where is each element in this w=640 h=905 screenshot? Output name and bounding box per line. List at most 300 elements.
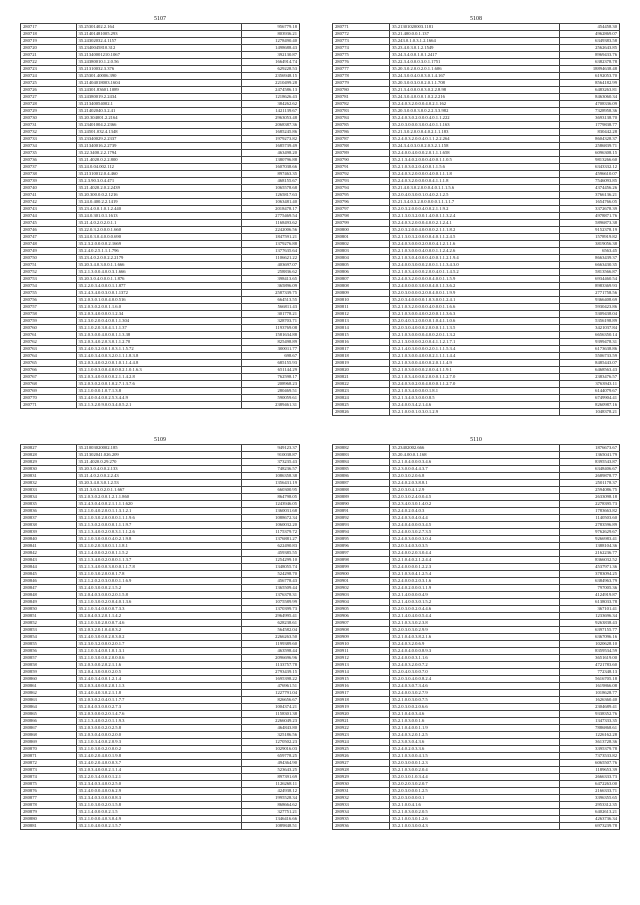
id-cell: 280734 <box>21 143 77 150</box>
id-cell: 280821 <box>333 374 390 381</box>
table-row <box>21 543 300 550</box>
value-cell: 327751.21 <box>241 809 299 816</box>
id-cell: 280920 <box>333 711 390 718</box>
value-cell: 5309438.04 <box>560 311 620 318</box>
value-cell: 9338352.76 <box>560 711 620 718</box>
table-row <box>21 101 300 108</box>
table-row <box>21 122 300 129</box>
id-cell: 280892 <box>333 515 390 522</box>
id-cell: 280912 <box>333 655 390 662</box>
coordinate-cell: 35.2.1.0.4.0.0.1.1.9 <box>390 725 560 732</box>
coordinate-cell: 35.2.0.3.0.0.0.0.2.0.0.4.0.0.1.1.9.9 <box>390 290 560 297</box>
id-cell: 280935 <box>333 816 390 823</box>
value-cell: 3766136.21 <box>560 192 620 199</box>
table-row <box>333 585 620 592</box>
id-cell: 280881 <box>21 823 77 830</box>
value-cell: 3613728.36 <box>560 739 620 746</box>
value-cell: 6749904.41 <box>560 395 620 402</box>
value-cell: 18894638.48 <box>560 66 620 73</box>
coordinate-cell: 35.2.0.3.4.0.0.2.0.0.1.0.1.1.4.4.8 <box>76 360 241 367</box>
table-row <box>21 515 300 522</box>
value-cell: 3372678.39 <box>560 206 620 213</box>
table-row <box>21 641 300 648</box>
id-cell: 280761 <box>21 332 77 339</box>
coordinate-cell: 35.2.1.0.3.4.0.0.0.0.1.8.1 <box>390 388 560 395</box>
value-cell: 1365509.44 <box>241 585 299 592</box>
id-cell: 280757 <box>21 304 77 311</box>
value-cell: 373235.43 <box>241 459 299 466</box>
id-cell: 280895 <box>333 536 390 543</box>
table-row <box>333 409 620 416</box>
table-row <box>333 753 620 760</box>
coordinate-cell: 35.2.0.3.0.4.0.0.0.2.0.0.0.1.1.1.3.5 <box>390 325 560 332</box>
coordinate-cell: 35.2.1.3.4.0.3.0.0.0.8.5 <box>390 395 560 402</box>
value-cell: 825498.89 <box>241 339 299 346</box>
coordinate-cell: 35.2340045810.312 <box>76 45 241 52</box>
coordinate-cell: 35.2.4.0.3.2.0.0.0.0.0.4.0.0.1.1.5.9 <box>390 276 560 283</box>
coordinate-cell: 35.2.4.3.0.4.0.0.2.1.1.1.1.620 <box>76 501 241 508</box>
id-cell: 280777 <box>333 66 390 73</box>
coordinate-cell: 35.20.3.4.0.3.0.0.1.1.666 <box>76 262 241 269</box>
id-cell: 280818 <box>333 353 390 360</box>
value-cell: 2775469.54 <box>241 213 299 220</box>
value-cell: 868664.62 <box>241 802 299 809</box>
table-row <box>21 31 300 38</box>
id-cell: 280929 <box>333 774 390 781</box>
value-cell: 1168493.62 <box>241 220 299 227</box>
id-cell: 280908 <box>333 627 390 634</box>
table-row <box>333 781 620 788</box>
value-cell: 6563.45 <box>560 248 620 255</box>
value-cell: 9813266.60 <box>560 157 620 164</box>
value-cell: 826656.67 <box>241 697 299 704</box>
id-cell: 280786 <box>333 129 390 136</box>
id-cell: 280884 <box>333 459 390 466</box>
table-row <box>333 206 620 213</box>
value-cell: 3819056.38 <box>560 241 620 248</box>
value-cell: 1421139.67 <box>241 108 299 115</box>
coordinate-cell: 35.21340054002.1 <box>76 101 241 108</box>
id-cell: 280845 <box>21 571 77 578</box>
coordinate-cell: 35.25301402.2.164 <box>76 24 241 31</box>
id-cell: 280794 <box>333 185 390 192</box>
coordinate-cell: 35.2.1.0.3.4.0.0.0.2.0.0.4.0.1.1.4.5.2 <box>390 269 560 276</box>
coordinate-cell: 35.2.4.0.3.2.0.0.7.2 <box>390 662 560 669</box>
id-cell: 280883 <box>333 452 390 459</box>
table-row <box>333 508 620 515</box>
coordinate-cell: 35.21.4020.2.0.2.2439 <box>76 185 241 192</box>
coordinate-cell: 35.23.4.0.0.1.0.1.2.440 <box>76 206 241 213</box>
value-cell: 6349383.58 <box>560 38 620 45</box>
coordinate-cell: 35.24.3.0.4.0.0.0.1.0.2.2.216 <box>390 94 560 101</box>
value-cell: 8969433.76 <box>560 52 620 59</box>
coordinate-cell: 35.24.0.400.2.2.1419 <box>76 199 241 206</box>
value-cell: 476961.51 <box>241 683 299 690</box>
value-cell: 2783596.89 <box>560 522 620 529</box>
value-cell: 6065507.76 <box>560 760 620 767</box>
table-row <box>21 725 300 732</box>
table-row <box>333 353 620 360</box>
table-row <box>333 157 620 164</box>
value-cell: 424938.12 <box>241 788 299 795</box>
id-cell: 280781 <box>333 94 390 101</box>
table-row <box>333 108 620 115</box>
value-cell: 1376378.31 <box>241 592 299 599</box>
value-cell: 4374456.26 <box>560 185 620 192</box>
value-cell: 384262.62 <box>241 101 299 108</box>
id-cell: 280849 <box>21 599 77 606</box>
id-cell: 280811 <box>333 304 390 311</box>
id-cell: 280724 <box>21 73 77 80</box>
table-row <box>21 704 300 711</box>
id-cell: 280776 <box>333 59 390 66</box>
id-cell: 280872 <box>21 760 77 767</box>
id-cell: 280791 <box>333 164 390 171</box>
value-cell: 1365041.79 <box>560 452 620 459</box>
value-cell: 6468563.43 <box>560 367 620 374</box>
id-cell: 280751 <box>21 262 77 269</box>
value-cell: 365896.09 <box>241 283 299 290</box>
id-cell: 280783 <box>333 108 390 115</box>
table-row <box>21 746 300 753</box>
id-cell: 280933 <box>333 802 390 809</box>
coordinate-cell: 35.2.0.3.0.0.0.1.2.5 <box>390 788 560 795</box>
value-cell: 956779.18 <box>241 24 299 31</box>
coordinate-cell: 35.2.1.0.0.3.0.1.2.6 <box>390 816 560 823</box>
value-cell: 2586839.71 <box>560 143 620 150</box>
coordinate-cell: 35.2.4.0.2.0.4.0.0.0.3.7 <box>76 760 241 767</box>
coordinate-cell: 35.2.0.3.0.2.0.0.1.2.1.1.860 <box>76 494 241 501</box>
id-cell: 280890 <box>333 501 390 508</box>
value-cell: 1075589.99 <box>241 599 299 606</box>
table-row <box>333 360 620 367</box>
id-cell: 280807 <box>333 276 390 283</box>
value-cell: 9366408.69 <box>560 297 620 304</box>
coordinate-cell: 35.2.3.90.3.0.4.471 <box>76 178 241 185</box>
table-row <box>333 459 620 466</box>
table-row <box>333 24 620 31</box>
id-cell: 280796 <box>333 199 390 206</box>
value-cell: 2562643.85 <box>560 45 620 52</box>
table-row <box>333 80 620 87</box>
coordinate-cell: 35.2.1.0.3.0.0.2.0.0.0.2 <box>76 746 241 753</box>
value-cell: 4596610.07 <box>560 171 620 178</box>
table-row <box>21 445 300 452</box>
value-cell: 1607038.66 <box>241 164 299 171</box>
table-row <box>21 402 300 409</box>
coordinate-cell: 35.2.4.0.0.4.0.0.2.5.3.4.4.9 <box>76 395 241 402</box>
value-cell: 3693138.70 <box>560 115 620 122</box>
table-row <box>333 381 620 388</box>
id-cell: 280918 <box>333 697 390 704</box>
table-row <box>333 494 620 501</box>
table-row <box>21 669 300 676</box>
coordinate-cell: 35.20.4.00.0.1.168 <box>390 452 560 459</box>
table-row <box>333 634 620 641</box>
table-row <box>21 494 300 501</box>
table-row <box>333 788 620 795</box>
table-row <box>333 711 620 718</box>
id-cell: 280927 <box>333 760 390 767</box>
table-row <box>333 487 620 494</box>
coordinate-cell: 35.2.0.3.0.0.0.3.0.0.4.0.1.1.163 <box>390 122 560 129</box>
value-cell: 456778.43 <box>241 578 299 585</box>
value-cell: 6144079.67 <box>560 388 620 395</box>
id-cell: 280854 <box>21 634 77 641</box>
coordinate-cell: 35.21404018003.1604 <box>76 80 241 87</box>
id-cell: 280747 <box>21 234 77 241</box>
id-cell: 280722 <box>21 59 77 66</box>
coordinate-cell: 35.2.4.0.2.0.4.0.3 <box>390 508 560 515</box>
value-cell: 6096308.15 <box>560 150 620 157</box>
coordinate-cell: 35.2.4.0.3.0.4.0.4.4 <box>390 515 560 522</box>
coordinate-cell: 35.20.3.0.0.3.0.0.2.0.1.1.708 <box>390 80 560 87</box>
table-row <box>21 466 300 473</box>
id-cell: 280831 <box>21 473 77 480</box>
id-cell: 280790 <box>333 157 390 164</box>
id-cell: 280746 <box>21 227 77 234</box>
table-row <box>333 318 620 325</box>
table-row <box>21 115 300 122</box>
table-row <box>21 655 300 662</box>
value-cell: 2771758.56 <box>560 290 620 297</box>
value-cell: 1695398.22 <box>241 676 299 683</box>
id-cell: 280866 <box>21 718 77 725</box>
id-cell: 280729 <box>21 108 77 115</box>
value-cell: 2389461.31 <box>241 402 299 409</box>
value-cell: 1218626.43 <box>241 94 299 101</box>
value-cell: 897463.35 <box>241 171 299 178</box>
table-row <box>21 599 300 606</box>
value-cell: 1347333.35 <box>560 718 620 725</box>
id-cell: 280926 <box>333 753 390 760</box>
coordinate-cell: 35.2.3.4.0.3.0.1.4.0.2 <box>390 501 560 508</box>
value-cell: 1278490.40 <box>241 38 299 45</box>
id-cell: 280735 <box>21 150 77 157</box>
value-cell: 5356198.89 <box>560 318 620 325</box>
coordinate-cell: 35.2.1.4.0.0.0.0.2.1.5 <box>76 809 241 816</box>
value-cell: 5930423.86 <box>560 304 620 311</box>
coordinate-cell: 35.2.1.0.0.4.1.6 <box>390 802 560 809</box>
table-row <box>333 115 620 122</box>
table-row <box>21 557 300 564</box>
coordinate-cell: 35.2.0.3.0.1.0.0.4.0.0.516 <box>76 297 241 304</box>
coordinate-cell: 35.2.4.0.3.2.0.0.1.0.3.1.1.5.72 <box>76 346 241 353</box>
coordinate-cell: 35.2.4.0.0.3.0.2.7.3.5 <box>390 529 560 536</box>
table-row <box>333 94 620 101</box>
table-row <box>333 648 620 655</box>
coordinate-cell: 35.2.4.0.3.2.0.0.0.0.4.0.0.1.1.1.8 <box>390 171 560 178</box>
coordinate-cell: 35.2.1.3.4.0.0.2.0.1.1.9.3 <box>76 718 241 725</box>
coordinate-cell: 35.21.3.4.0.3.2.0.0.0.0.0.1.1.1.1.7 <box>390 199 560 206</box>
table-panel-5109 <box>20 437 300 830</box>
id-cell: 280721 <box>21 52 77 59</box>
table-row <box>21 143 300 150</box>
coordinate-cell: 35.2.0.3.0.3.0.2.9.9 <box>390 627 560 634</box>
value-cell: 1685739.49 <box>241 143 299 150</box>
table-row <box>21 388 300 395</box>
coordinate-cell: 35.24.3.4.0.3.0.0.2.0.3.2.1.158 <box>390 143 560 150</box>
value-cell: 8395543.87 <box>560 459 620 466</box>
table-row <box>333 564 620 571</box>
value-cell: 1193769.08 <box>241 325 299 332</box>
table-row <box>21 585 300 592</box>
table-row <box>21 374 300 381</box>
value-cell: 4708336.09 <box>560 101 620 108</box>
coordinate-cell: 35.25301.40006.390 <box>76 73 241 80</box>
value-cell: 403697.07 <box>241 262 299 269</box>
table-row <box>333 690 620 697</box>
coordinate-cell: 35.2.1.0.3.0.4.0.0.0.4.0.0.1.1.2.1.9.4 <box>390 255 560 262</box>
value-cell: 2953312.35 <box>560 802 620 809</box>
value-cell: 2793439.15 <box>241 669 299 676</box>
table-row <box>21 697 300 704</box>
id-cell: 280874 <box>21 774 77 781</box>
value-cell: 9152378.19 <box>560 227 620 234</box>
coordinate-cell: 35.21.4020.0.29.270 <box>76 459 241 466</box>
id-cell: 280838 <box>21 522 77 529</box>
coordinate-cell: 35.2.0.4.0.3.0.0.0.2.0.1.5.8 <box>76 592 241 599</box>
id-cell: 280916 <box>333 683 390 690</box>
table-panel-5107 <box>20 16 300 409</box>
coordinate-cell: 35.2.0.4.0.3.0.0.0.2.7.3 <box>76 704 241 711</box>
id-cell: 280809 <box>333 290 390 297</box>
id-cell: 280772 <box>333 31 390 38</box>
coordinate-cell: 35.2.0.3.0.0.4.0.0.0.1.1.3.38 <box>76 332 241 339</box>
coordinate-cell: 35.2.1.0.3.0.2.0.0.0.7.4.6 <box>76 620 241 627</box>
table-row <box>333 669 620 676</box>
coordinate-cell: 35.2.0.4.0.3.0.0.7.0 <box>390 669 560 676</box>
coordinate-cell: 35.2.4.0.2.0.4.0.0.1.9.8 <box>76 753 241 760</box>
value-cell: 9762629.67 <box>560 529 620 536</box>
id-cell: 280932 <box>333 795 390 802</box>
value-cell: 1370399.73 <box>241 606 299 613</box>
table-row <box>21 325 300 332</box>
table-row <box>333 473 620 480</box>
id-cell: 280907 <box>333 620 390 627</box>
coordinate-cell: 35.2.0.3.2.0.0.4.0.0.0.0.2.1.1.1.8.2 <box>390 227 560 234</box>
coordinate-cell: 35.2.1.0.2.0.3.0.4.1.1.1.37 <box>76 325 241 332</box>
coordinate-cell: 35.2.2.0.3.4.0.0.0.1.1.877 <box>76 283 241 290</box>
id-cell: 280740 <box>21 185 77 192</box>
id-cell: 280829 <box>21 459 77 466</box>
table-row <box>21 480 300 487</box>
table-row <box>333 816 620 823</box>
id-cell: 280922 <box>333 725 390 732</box>
value-cell: 2096696.96 <box>241 655 299 662</box>
id-cell: 280863 <box>21 697 77 704</box>
table-row <box>333 269 620 276</box>
coordinate-cell: 35.24.0.3.0.4.0.0.0.690 <box>76 234 241 241</box>
id-cell: 280917 <box>333 690 390 697</box>
value-cell: 1265817.63 <box>241 192 299 199</box>
id-cell: 280870 <box>21 746 77 753</box>
value-cell: 8366032.52 <box>560 557 620 564</box>
coordinate-cell: 35.2.1.3.4.0.0.0.3.0.0.0.1.1.7.8 <box>76 564 241 571</box>
panel-title: 5107 <box>154 16 166 22</box>
value-cell: 910038.87 <box>241 452 299 459</box>
value-cell: 1619866.08 <box>560 683 620 690</box>
table-row <box>333 192 620 199</box>
table-row <box>21 606 300 613</box>
id-cell: 280773 <box>333 38 390 45</box>
coordinate-cell: 35.2.0.3.4.0.0.0.0.0.2.1.1.4.2.8 <box>76 374 241 381</box>
coordinate-cell: 35.2.4.0.3.0.0.0.2.1.5.2 <box>76 585 241 592</box>
id-cell: 280898 <box>333 557 390 564</box>
id-cell: 280788 <box>333 143 390 150</box>
table-row <box>21 262 300 269</box>
coordinate-cell: 35.2.3.0.3.2.0.0.0.2.0.1.7 <box>76 641 241 648</box>
value-cell: 1626360.40 <box>560 697 620 704</box>
id-cell: 280843 <box>21 557 77 564</box>
coordinate-cell: 35.2.1.0.3.0.0.1.6 <box>390 718 560 725</box>
id-cell: 280771 <box>21 402 77 409</box>
value-cell: 1126268.11 <box>241 781 299 788</box>
coordinate-cell: 35.2.0.3.0.4.0.0.8.2.4 <box>390 676 560 683</box>
table-panel-5108 <box>332 16 620 416</box>
id-cell: 280808 <box>333 283 390 290</box>
id-cell: 280841 <box>21 543 77 550</box>
coordinate-cell: 35.2.4.0.3.0.0.0.2.0.0.0.4.1.2.1.1.6 <box>390 241 560 248</box>
coordinate-cell: 35.2.3.2.0.0.0.0.2.1669 <box>76 241 241 248</box>
value-cell: 1779838.77 <box>560 122 620 129</box>
coordinate-cell: 35.21402040.3.2.41 <box>76 108 241 115</box>
value-cell: 8463060.34 <box>560 94 620 101</box>
id-cell: 280844 <box>21 564 77 571</box>
table-row <box>333 676 620 683</box>
table-row <box>21 501 300 508</box>
coordinate-cell: 35.2.4.0.2.0.0.0.1.1.9 <box>390 585 560 592</box>
value-cell: 1995528.34 <box>241 795 299 802</box>
id-cell: 280745 <box>21 220 77 227</box>
table-row <box>333 150 620 157</box>
coordinate-table <box>332 23 620 416</box>
value-cell: 8604328.37 <box>560 136 620 143</box>
value-cell: 2266049.23 <box>241 718 299 725</box>
coordinate-cell: 35.2.0.3.2.0.0.0.4.0.0.2.1.1.9.2 <box>390 206 560 213</box>
coordinate-cell: 35.243.0.1.0.3.1.2.1664 <box>390 38 560 45</box>
coordinate-cell: 35.2.0.3.0.0.2.0.6.6 <box>390 704 560 711</box>
id-cell: 280910 <box>333 641 390 648</box>
id-cell: 280820 <box>333 367 390 374</box>
id-cell: 280825 <box>333 402 390 409</box>
table-row <box>21 487 300 494</box>
table-row <box>333 802 620 809</box>
value-cell: 2963053.48 <box>241 115 299 122</box>
value-cell: 1133757.78 <box>241 662 299 669</box>
id-cell: 280893 <box>333 522 390 529</box>
coordinate-table <box>332 444 620 830</box>
table-row <box>333 276 620 283</box>
table-row <box>21 767 300 774</box>
coordinate-cell: 35.2.0.3.4.0.0.0.2.0.1.1.3 <box>76 683 241 690</box>
table-row <box>21 339 300 346</box>
table-row <box>333 311 620 318</box>
value-cell: 6483263.81 <box>560 87 620 94</box>
coordinate-cell: 35.2.1.3.0.0.0.0.2.0.0.4.1.1.2.1.7.1 <box>390 339 560 346</box>
id-cell: 280850 <box>21 606 77 613</box>
value-cell: 4962869.07 <box>560 31 620 38</box>
value-cell: 6934460.54 <box>560 276 620 283</box>
id-cell: 280830 <box>21 466 77 473</box>
value-cell: 797005.36 <box>560 585 620 592</box>
value-cell: 7373533.82 <box>560 753 620 760</box>
table-row <box>21 648 300 655</box>
coordinate-cell: 35.2.0.3.0.2.0.0.1.0.2.7.1.3.7.6 <box>76 381 241 388</box>
id-cell: 280810 <box>333 297 390 304</box>
table-row <box>333 38 620 45</box>
coordinate-cell: 35.21.4.0.2.0.2.0.1.1 <box>76 220 241 227</box>
